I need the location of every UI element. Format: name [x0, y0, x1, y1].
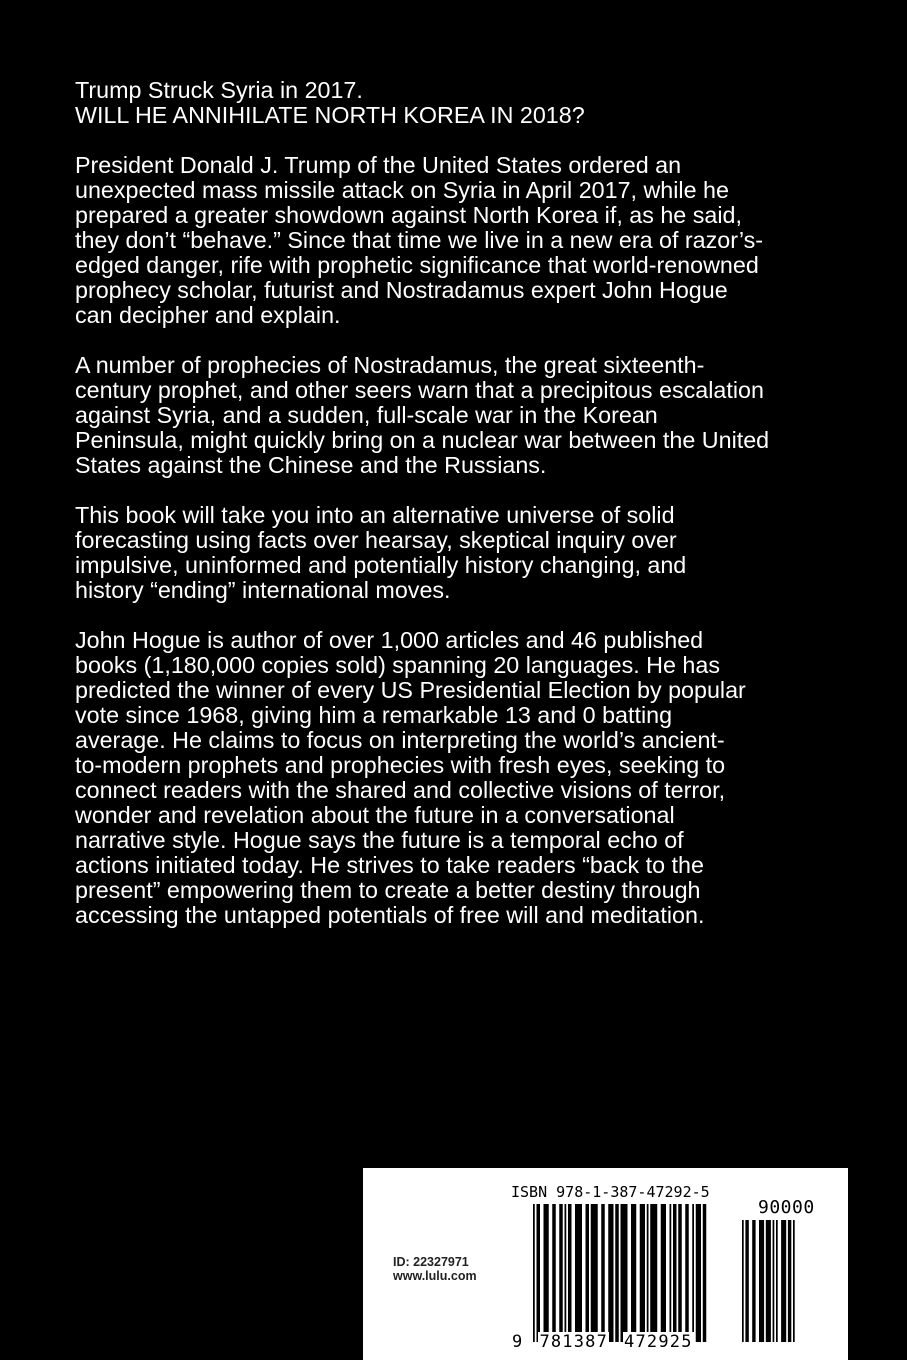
- ean-digits: [511, 1332, 694, 1352]
- barcode-bar: [752, 1220, 755, 1342]
- barcode-bar: [766, 1220, 771, 1342]
- text-line: John Hogue is author of over 1,000 articles and 46 published: [75, 627, 704, 653]
- text-line: to-modern prophets and prophecies with fresh eyes, seeking to: [75, 752, 726, 778]
- headline-line-1: Trump Struck Syria in 2017.: [75, 77, 363, 103]
- text-line: unexpected mass missile attack on Syria in April 2017, while he: [75, 177, 729, 203]
- text-line: prophecy scholar, futurist and Nostradamus expert John Hogue: [75, 277, 728, 303]
- barcode-bar: [621, 1204, 628, 1342]
- text-line: wonder and revelation about the future in a conversational: [75, 802, 675, 828]
- text-line: they don’t “behave.” Since that time we live in a new era of razor’s-: [75, 227, 764, 253]
- text-line: against Syria, and a sudden, full-scale war in the Korean: [75, 402, 658, 428]
- blurb-text: [75, 78, 845, 953]
- barcode-bar: [533, 1204, 535, 1342]
- barcode-bar: [759, 1220, 764, 1342]
- barcode-bar: [696, 1204, 701, 1342]
- text-line: century prophet, and other seers warn that a precipitous escalation: [75, 377, 764, 403]
- text-line: Peninsula, might quickly bring on a nuclear war between the United: [75, 427, 770, 453]
- barcode-bar: [559, 1204, 563, 1342]
- text-line: accessing the untapped potentials of free will and meditation.: [75, 902, 705, 928]
- text-line: prepared a greater showdown against North Korea if, as he said,: [75, 202, 742, 228]
- paragraph-1: [75, 153, 845, 328]
- text-line: States against the Chinese and the Russians.: [75, 452, 547, 478]
- ean-left-digit: 9: [512, 1332, 524, 1352]
- text-line: This book will take you into an alternative universe of solid: [75, 502, 675, 528]
- text-line: impulsive, uninformed and potentially history changing, and: [75, 552, 687, 578]
- ean-barcode: [533, 1204, 733, 1342]
- text-line: forecasting using facts over hearsay, skeptical inquiry over: [75, 527, 677, 553]
- barcode-bar: [673, 1204, 677, 1342]
- barcode-bar: [631, 1204, 636, 1342]
- paragraph-2: [75, 353, 845, 478]
- text-line: edged danger, rife with prophetic significance that world-renowned: [75, 252, 759, 278]
- barcode-bar: [793, 1220, 795, 1342]
- barcode-bar: [568, 1204, 572, 1342]
- barcode-bar: [661, 1204, 666, 1342]
- headline-line-2: WILL HE ANNIHILATE NORTH KOREA IN 2018?: [75, 102, 585, 128]
- ean-group-2: 472925: [624, 1332, 693, 1352]
- addon-digits: 90000: [758, 1197, 815, 1218]
- barcode-bar: [537, 1204, 541, 1342]
- barcode-bar: [575, 1204, 582, 1342]
- barcode-bar: [565, 1204, 567, 1342]
- text-line: vote since 1968, giving him a remarkable 13 and 0 batting: [75, 702, 673, 728]
- text-line: average. He claims to focus on interpreting the world’s ancient-: [75, 727, 725, 753]
- barcode-bar: [544, 1204, 549, 1342]
- lulu-id: ID: 22327971: [393, 1255, 469, 1269]
- barcode-bar: [685, 1204, 689, 1342]
- addon-barcode: [742, 1220, 830, 1342]
- barcode-bar: [773, 1220, 775, 1342]
- barcode-bar: [591, 1204, 598, 1342]
- isbn-label: ISBN 978-1-387-47292-5: [511, 1183, 710, 1201]
- text-line: history “ending” international moves.: [75, 577, 451, 603]
- barcode-bar: [608, 1204, 613, 1342]
- barcode-bar: [678, 1204, 682, 1342]
- text-line: can decipher and explain.: [75, 302, 341, 328]
- barcode-bar: [692, 1204, 694, 1342]
- paragraph-4: [75, 628, 845, 928]
- barcode-bar: [615, 1204, 619, 1342]
- barcode-bar: [781, 1220, 786, 1342]
- text-line: A number of prophecies of Nostradamus, the great sixteenth-: [75, 352, 705, 378]
- barcode-bar: [586, 1204, 590, 1342]
- text-line: connect readers with the shared and collective visions of terror,: [75, 777, 726, 803]
- barcode-bar: [742, 1220, 744, 1342]
- barcode-bar: [703, 1204, 707, 1342]
- lulu-url: www.lulu.com: [393, 1269, 477, 1283]
- barcode-panel: [363, 1168, 848, 1360]
- barcode-bar: [776, 1220, 778, 1342]
- barcode-bar: [670, 1204, 672, 1342]
- barcode-bar: [788, 1220, 791, 1342]
- text-line: narrative style. Hogue says the future is a temporal echo of: [75, 827, 684, 853]
- text-line: books (1,180,000 copies sold) spanning 20 languages. He has: [75, 652, 720, 678]
- barcode-bar: [552, 1204, 556, 1342]
- barcode-bar: [745, 1220, 748, 1342]
- barcode-bar: [640, 1204, 645, 1342]
- headline: [75, 78, 845, 128]
- barcode-bar: [650, 1204, 657, 1342]
- ean-group-1: 781387: [539, 1332, 609, 1352]
- text-line: actions initiated today. He strives to take readers “back to the: [75, 852, 704, 878]
- text-line: predicted the winner of every US Presidential Election by popular: [75, 677, 746, 703]
- text-line: present” empowering them to create a better destiny through: [75, 877, 701, 903]
- text-line: President Donald J. Trump of the United States ordered an: [75, 152, 682, 178]
- barcode-bar: [601, 1204, 605, 1342]
- barcode-bar: [647, 1204, 649, 1342]
- paragraph-3: [75, 503, 845, 603]
